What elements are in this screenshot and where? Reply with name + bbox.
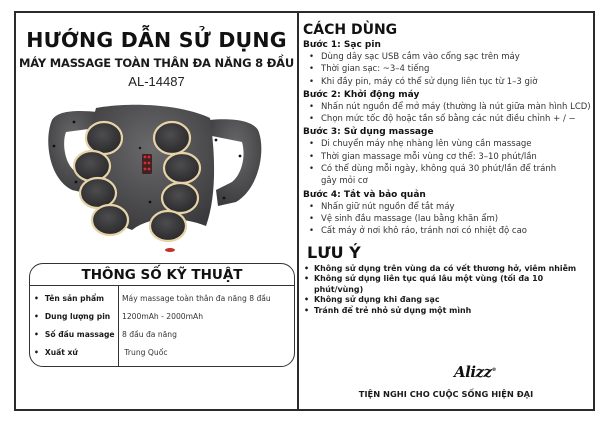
spec-label-battery: • Dung lượng pin [30, 308, 118, 326]
spec-value-product-name: Máy massage toàn thân đa năng 8 đầu [122, 294, 271, 303]
list-item: • Nhấn giữ nút nguồn để tắt máy [309, 201, 593, 213]
spec-label-heads: • Số đầu massage [30, 326, 118, 344]
specs-value-column [119, 286, 294, 367]
specs-title: THÔNG SỐ KỸ THUẬT [30, 264, 294, 286]
list-item: • Thời gian sạc: ~3–4 tiếng [309, 63, 593, 75]
notes-title: LƯU Ý [307, 242, 361, 262]
step-2-title: Bước 2: Khởi động máy [303, 89, 420, 100]
specs-table [29, 263, 295, 367]
list-item: • Nhấn nút nguồn để mở máy (thường là nút giữa màn hình LCD) [309, 101, 593, 113]
list-item: • Cất máy ở nơi khô ráo, tránh nơi có nhiệt độ cao [309, 225, 593, 237]
step-3-title: Bước 3: Sử dụng massage [303, 127, 434, 138]
step-2-list [309, 101, 593, 126]
left-panel [16, 13, 297, 409]
spec-label-origin: • Xuất xứ [30, 344, 118, 362]
manual-page [14, 11, 595, 411]
spec-value-battery: 1200mAh - 2000mAh [122, 312, 204, 321]
massage-device-image [40, 98, 270, 258]
list-item: • Vệ sinh đầu massage (lau bằng khăn ẩm) [309, 213, 593, 225]
product-subtitle: MÁY MASSAGE TOÀN THÂN ĐA NĂNG 8 ĐẦU [18, 56, 294, 70]
registered-mark-icon: ® [491, 367, 497, 373]
step-4-list [309, 201, 593, 238]
step-3-list [309, 138, 593, 187]
list-item: • Chọn mức tốc độ hoặc tần số bằng các nút điều chỉnh + / − [309, 113, 593, 125]
list-item: • Dùng dây sạc USB cắm vào cổng sạc trên máy [309, 51, 593, 63]
note-item: • Không sử dụng liên tục quá lâu một vùng (tối đa 10 phút/vùng) [303, 274, 593, 295]
usage-title: CÁCH DÙNG [303, 22, 398, 38]
model-number: AL-14487 [128, 74, 185, 89]
spec-label-product-name: • Tên sản phẩm [30, 290, 118, 308]
right-panel [299, 13, 593, 409]
notes-list [303, 264, 593, 317]
spec-value-heads: 8 đầu đa năng [122, 330, 177, 339]
note-item: • Tránh để trẻ nhỏ sử dụng một mình [303, 306, 593, 317]
brand-name: Alizz [454, 363, 492, 381]
step-4-title: Bước 4: Tắt và bảo quản [303, 189, 426, 200]
step-1-title: Bước 1: Sạc pin [303, 40, 381, 50]
note-item: • Không sử dụng trên vùng da có vết thương hở, viêm nhiễm [303, 264, 593, 275]
list-item: • Thời gian massage mỗi vùng cơ thể: 3–10 phút/lần [309, 151, 593, 163]
step-1-list [309, 51, 593, 88]
page-title: HƯỚNG DẪN SỬ DỤNG [26, 28, 287, 52]
note-item: • Không sử dụng khi đang sạc [303, 295, 593, 306]
brand-logo [454, 363, 496, 381]
spec-value-origin: Trung Quốc [122, 348, 168, 357]
list-item: • Di chuyển máy nhẹ nhàng lên vùng cần massage [309, 138, 593, 150]
list-item: • Khi đầy pin, máy có thể sử dụng liên tục từ 1–3 giờ [309, 76, 593, 88]
specs-label-column [30, 286, 119, 367]
list-item: • Có thể dùng mỗi ngày, không quá 30 phút/lần để tránh gây mỏi cơ [309, 163, 564, 188]
brand-tagline: TIỆN NGHI CHO CUỘC SỐNG HIỆN ĐẠI [358, 389, 534, 399]
